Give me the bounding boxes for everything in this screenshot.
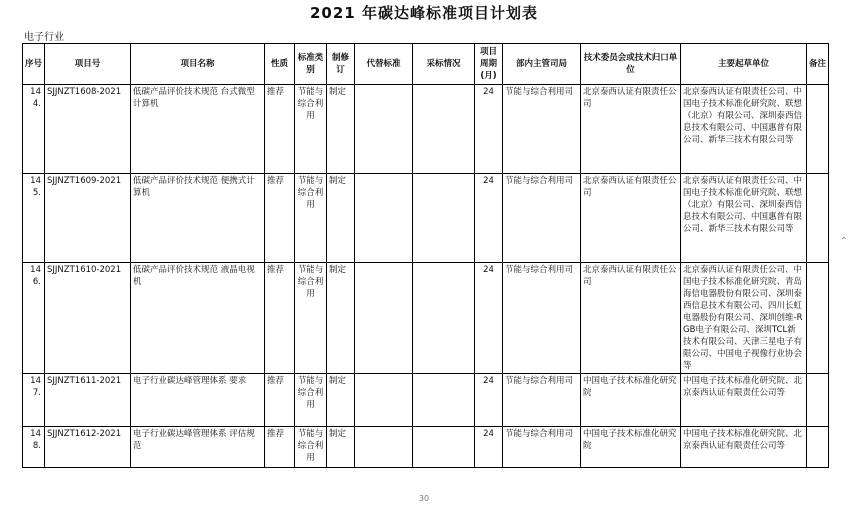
table-row [23, 263, 829, 374]
cell-seq: 148. [23, 427, 45, 468]
standards-plan-table [22, 43, 829, 468]
cell-dept: 节能与综合利用司 [503, 374, 581, 427]
cell-revision: 制定 [327, 263, 355, 374]
header-nature: 性质 [265, 44, 295, 85]
cell-project-name: 低碳产品评价技术规范 台式微型计算机 [131, 85, 265, 174]
cell-nature: 推荐 [265, 427, 295, 468]
cell-nature: 推荐 [265, 85, 295, 174]
cell-notes [807, 263, 829, 374]
cell-revision: 制定 [327, 174, 355, 263]
cell-replaces [355, 85, 413, 174]
cell-notes [807, 427, 829, 468]
cell-replaces [355, 374, 413, 427]
cell-std-type: 节能与综合利用 [295, 85, 327, 174]
header-project-name: 项目名称 [131, 44, 265, 85]
cell-seq: 147. [23, 374, 45, 427]
cell-committee: 北京泰西认证有限责任公司 [581, 85, 681, 174]
cell-drafters: 中国电子技术标准化研究院、北京泰西认证有限责任公司等 [681, 427, 807, 468]
cell-seq: 144. [23, 85, 45, 174]
header-notes: 备注 [807, 44, 829, 85]
cell-std-type: 节能与综合利用 [295, 174, 327, 263]
cell-dept: 节能与综合利用司 [503, 427, 581, 468]
cell-dept: 节能与综合利用司 [503, 174, 581, 263]
cell-project-name: 低碳产品评价技术规范 便携式计算机 [131, 174, 265, 263]
cell-replaces [355, 263, 413, 374]
cell-nature: 推荐 [265, 174, 295, 263]
header-row [23, 44, 829, 85]
scroll-arrow-icon[interactable]: ⌃ [839, 236, 848, 247]
cell-std-type: 节能与综合利用 [295, 263, 327, 374]
cell-period: 24 [475, 263, 503, 374]
cell-adoption [413, 174, 475, 263]
cell-revision: 制定 [327, 85, 355, 174]
cell-adoption [413, 427, 475, 468]
cell-project-no: SJJNZT1612-2021 [45, 427, 131, 468]
header-project-no: 项目号 [45, 44, 131, 85]
cell-project-name: 电子行业碳达峰管理体系 评估规范 [131, 427, 265, 468]
cell-notes [807, 174, 829, 263]
header-committee: 技术委员会或技术归口单位 [581, 44, 681, 85]
header-drafters: 主要起草单位 [681, 44, 807, 85]
header-revision: 制修订 [327, 44, 355, 85]
cell-period: 24 [475, 374, 503, 427]
cell-project-no: SJJNZT1611-2021 [45, 374, 131, 427]
cell-drafters: 北京泰西认证有限责任公司、中国电子技术标准化研究院、联想（北京）有限公司、深圳泰西信息技术有限公司、中国惠普有限公司、新华三技术有限公司等 [681, 85, 807, 174]
table-row [23, 85, 829, 174]
cell-committee: 中国电子技术标准化研究院 [581, 427, 681, 468]
cell-dept: 节能与综合利用司 [503, 85, 581, 174]
cell-project-no: SJJNZT1608-2021 [45, 85, 131, 174]
cell-revision: 制定 [327, 374, 355, 427]
cell-project-name: 电子行业碳达峰管理体系 要求 [131, 374, 265, 427]
cell-committee: 北京泰西认证有限责任公司 [581, 174, 681, 263]
cell-notes [807, 374, 829, 427]
header-std-type: 标准类别 [295, 44, 327, 85]
header-period: 项目周期(月) [475, 44, 503, 85]
cell-committee: 中国电子技术标准化研究院 [581, 374, 681, 427]
cell-adoption [413, 263, 475, 374]
cell-project-no: SJJNZT1610-2021 [45, 263, 131, 374]
cell-std-type: 节能与综合利用 [295, 374, 327, 427]
cell-period: 24 [475, 174, 503, 263]
cell-adoption [413, 374, 475, 427]
cell-replaces [355, 427, 413, 468]
cell-replaces [355, 174, 413, 263]
cell-period: 24 [475, 427, 503, 468]
cell-drafters: 北京泰西认证有限责任公司、中国电子技术标准化研究院、青岛海信电器股份有限公司、深圳泰西信息技术有限公司、四川长虹电器股份有限公司、深圳创维-RGB电子有限公司、深圳TCL新技术有限公司、天津三星电子有限公司、中国电子视像行业协会等 [681, 263, 807, 374]
table-row [23, 374, 829, 427]
header-dept: 部内主管司局 [503, 44, 581, 85]
cell-period: 24 [475, 85, 503, 174]
cell-nature: 推荐 [265, 263, 295, 374]
cell-project-name: 低碳产品评价技术规范 液晶电视机 [131, 263, 265, 374]
cell-dept: 节能与综合利用司 [503, 263, 581, 374]
cell-revision: 制定 [327, 427, 355, 468]
cell-adoption [413, 85, 475, 174]
table-row [23, 427, 829, 468]
page-number: 30 [418, 494, 430, 503]
category-label: 电子行业 [24, 32, 64, 43]
cell-seq: 146. [23, 263, 45, 374]
cell-std-type: 节能与综合利用 [295, 427, 327, 468]
cell-drafters: 中国电子技术标准化研究院、北京泰西认证有限责任公司等 [681, 374, 807, 427]
page-title: 2021 年碳达峰标准项目计划表 [310, 4, 538, 22]
cell-drafters: 北京泰西认证有限责任公司、中国电子技术标准化研究院、联想（北京）有限公司、深圳泰西信息技术有限公司、中国惠普有限公司、新华三技术有限公司等 [681, 174, 807, 263]
cell-nature: 推荐 [265, 374, 295, 427]
header-replaces: 代替标准 [355, 44, 413, 85]
header-adoption: 采标情况 [413, 44, 475, 85]
cell-project-no: SJJNZT1609-2021 [45, 174, 131, 263]
header-seq: 序号 [23, 44, 45, 85]
cell-notes [807, 85, 829, 174]
cell-seq: 145. [23, 174, 45, 263]
table-row [23, 174, 829, 263]
cell-committee: 北京泰西认证有限责任公司 [581, 263, 681, 374]
